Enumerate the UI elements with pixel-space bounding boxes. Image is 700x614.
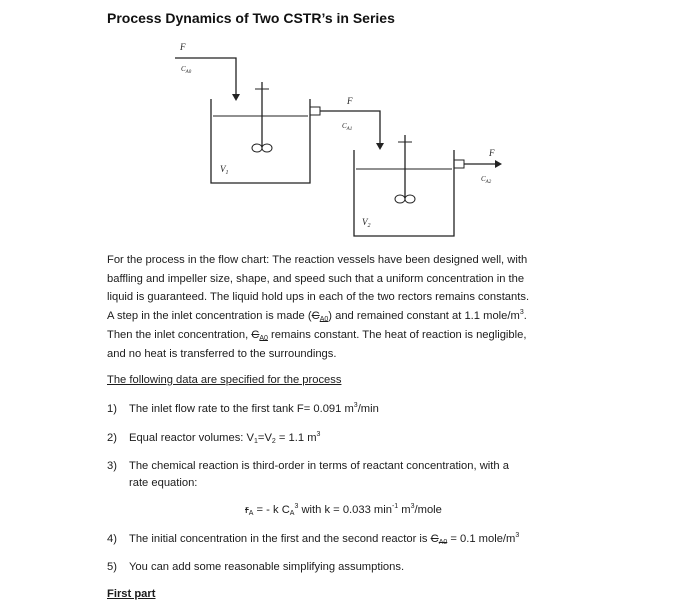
list-item-inlet-flow: 1) The inlet flow rate to the first tank F= 0.091 $m^3/\min$ — [107, 402, 379, 415]
inlet-concentration-symbol: $C_{A0}$ — [251, 328, 268, 342]
description-line: Then the inlet concentration, $C_{A0}$ remains constant. The heat of reaction is negligible, — [107, 328, 527, 342]
tank-1-volume-label: $V_1$ — [220, 164, 229, 176]
description-line: liquid is guaranteed. The liquid hold ups in each of the two rectors remains constants. — [107, 291, 530, 304]
tank-2-outlet-flow-label: F — [489, 148, 495, 158]
list-item-assumptions: 5) You can add some reasonable simplifying assumptions. — [107, 561, 405, 573]
feed-conc-label: $C_{A0}$ — [181, 65, 192, 75]
description-line: and no heat is transferred to the surroundings. — [107, 347, 337, 360]
feed-stream — [175, 42, 240, 101]
list-item-reaction-continued: rate equation: — [129, 477, 198, 489]
tank-2-volume-label: $V_2$ — [362, 217, 371, 229]
list-item-reactor-volumes: 2) Equal reactor volumes: $V_1=V_2 = 1.1$ $m^3$ — [107, 431, 321, 445]
tank-1-outlet-conc-label: $C_{A1}$ — [342, 122, 353, 132]
description-line: A step in the inlet concentration is made $(C_{A0})$ and remained constant at 1.1 mole/$m^3$. — [107, 309, 527, 324]
list-item-initial-concentration: 4) The initial concentration in the first and the second reactor is $C_{A0} = 0.1$ mole/$m^3$ — [107, 532, 520, 546]
tank-2-outlet-conc-label: $C_{A2}$ — [481, 175, 492, 185]
tank-2 — [354, 135, 454, 236]
cstr-series-diagram — [0, 0, 700, 250]
tank-2-outlet-stream — [454, 148, 502, 185]
tank-1 — [211, 82, 310, 183]
description-line: baffling and impeller size, shape, and speed such that a uniform concentration in the — [107, 272, 525, 285]
list-item-reaction: 3) The chemical reaction is third-order in terms of reactant concentration, with a — [107, 460, 509, 472]
specified-data-heading: The following data are specified for the process — [107, 374, 342, 386]
tank-1-outlet-flow-label: F — [347, 96, 353, 106]
description-line: For the process in the flow chart: The reaction vessels have been designed well, with — [107, 254, 528, 266]
tank-1-outlet-stream — [310, 96, 384, 150]
process-description — [107, 251, 597, 363]
rate-equation: $r_A$ = - k $C_A^3$ with k = 0.033 $\min^{-1}$ $m^3$/mole — [245, 503, 442, 517]
document-title: Process Dynamics of Two CSTR’s in Series — [107, 10, 395, 26]
first-part-heading: First part — [107, 588, 156, 600]
feed-flow-label: F — [180, 42, 186, 52]
inlet-concentration-symbol: $C_{A0}$ — [311, 310, 329, 324]
